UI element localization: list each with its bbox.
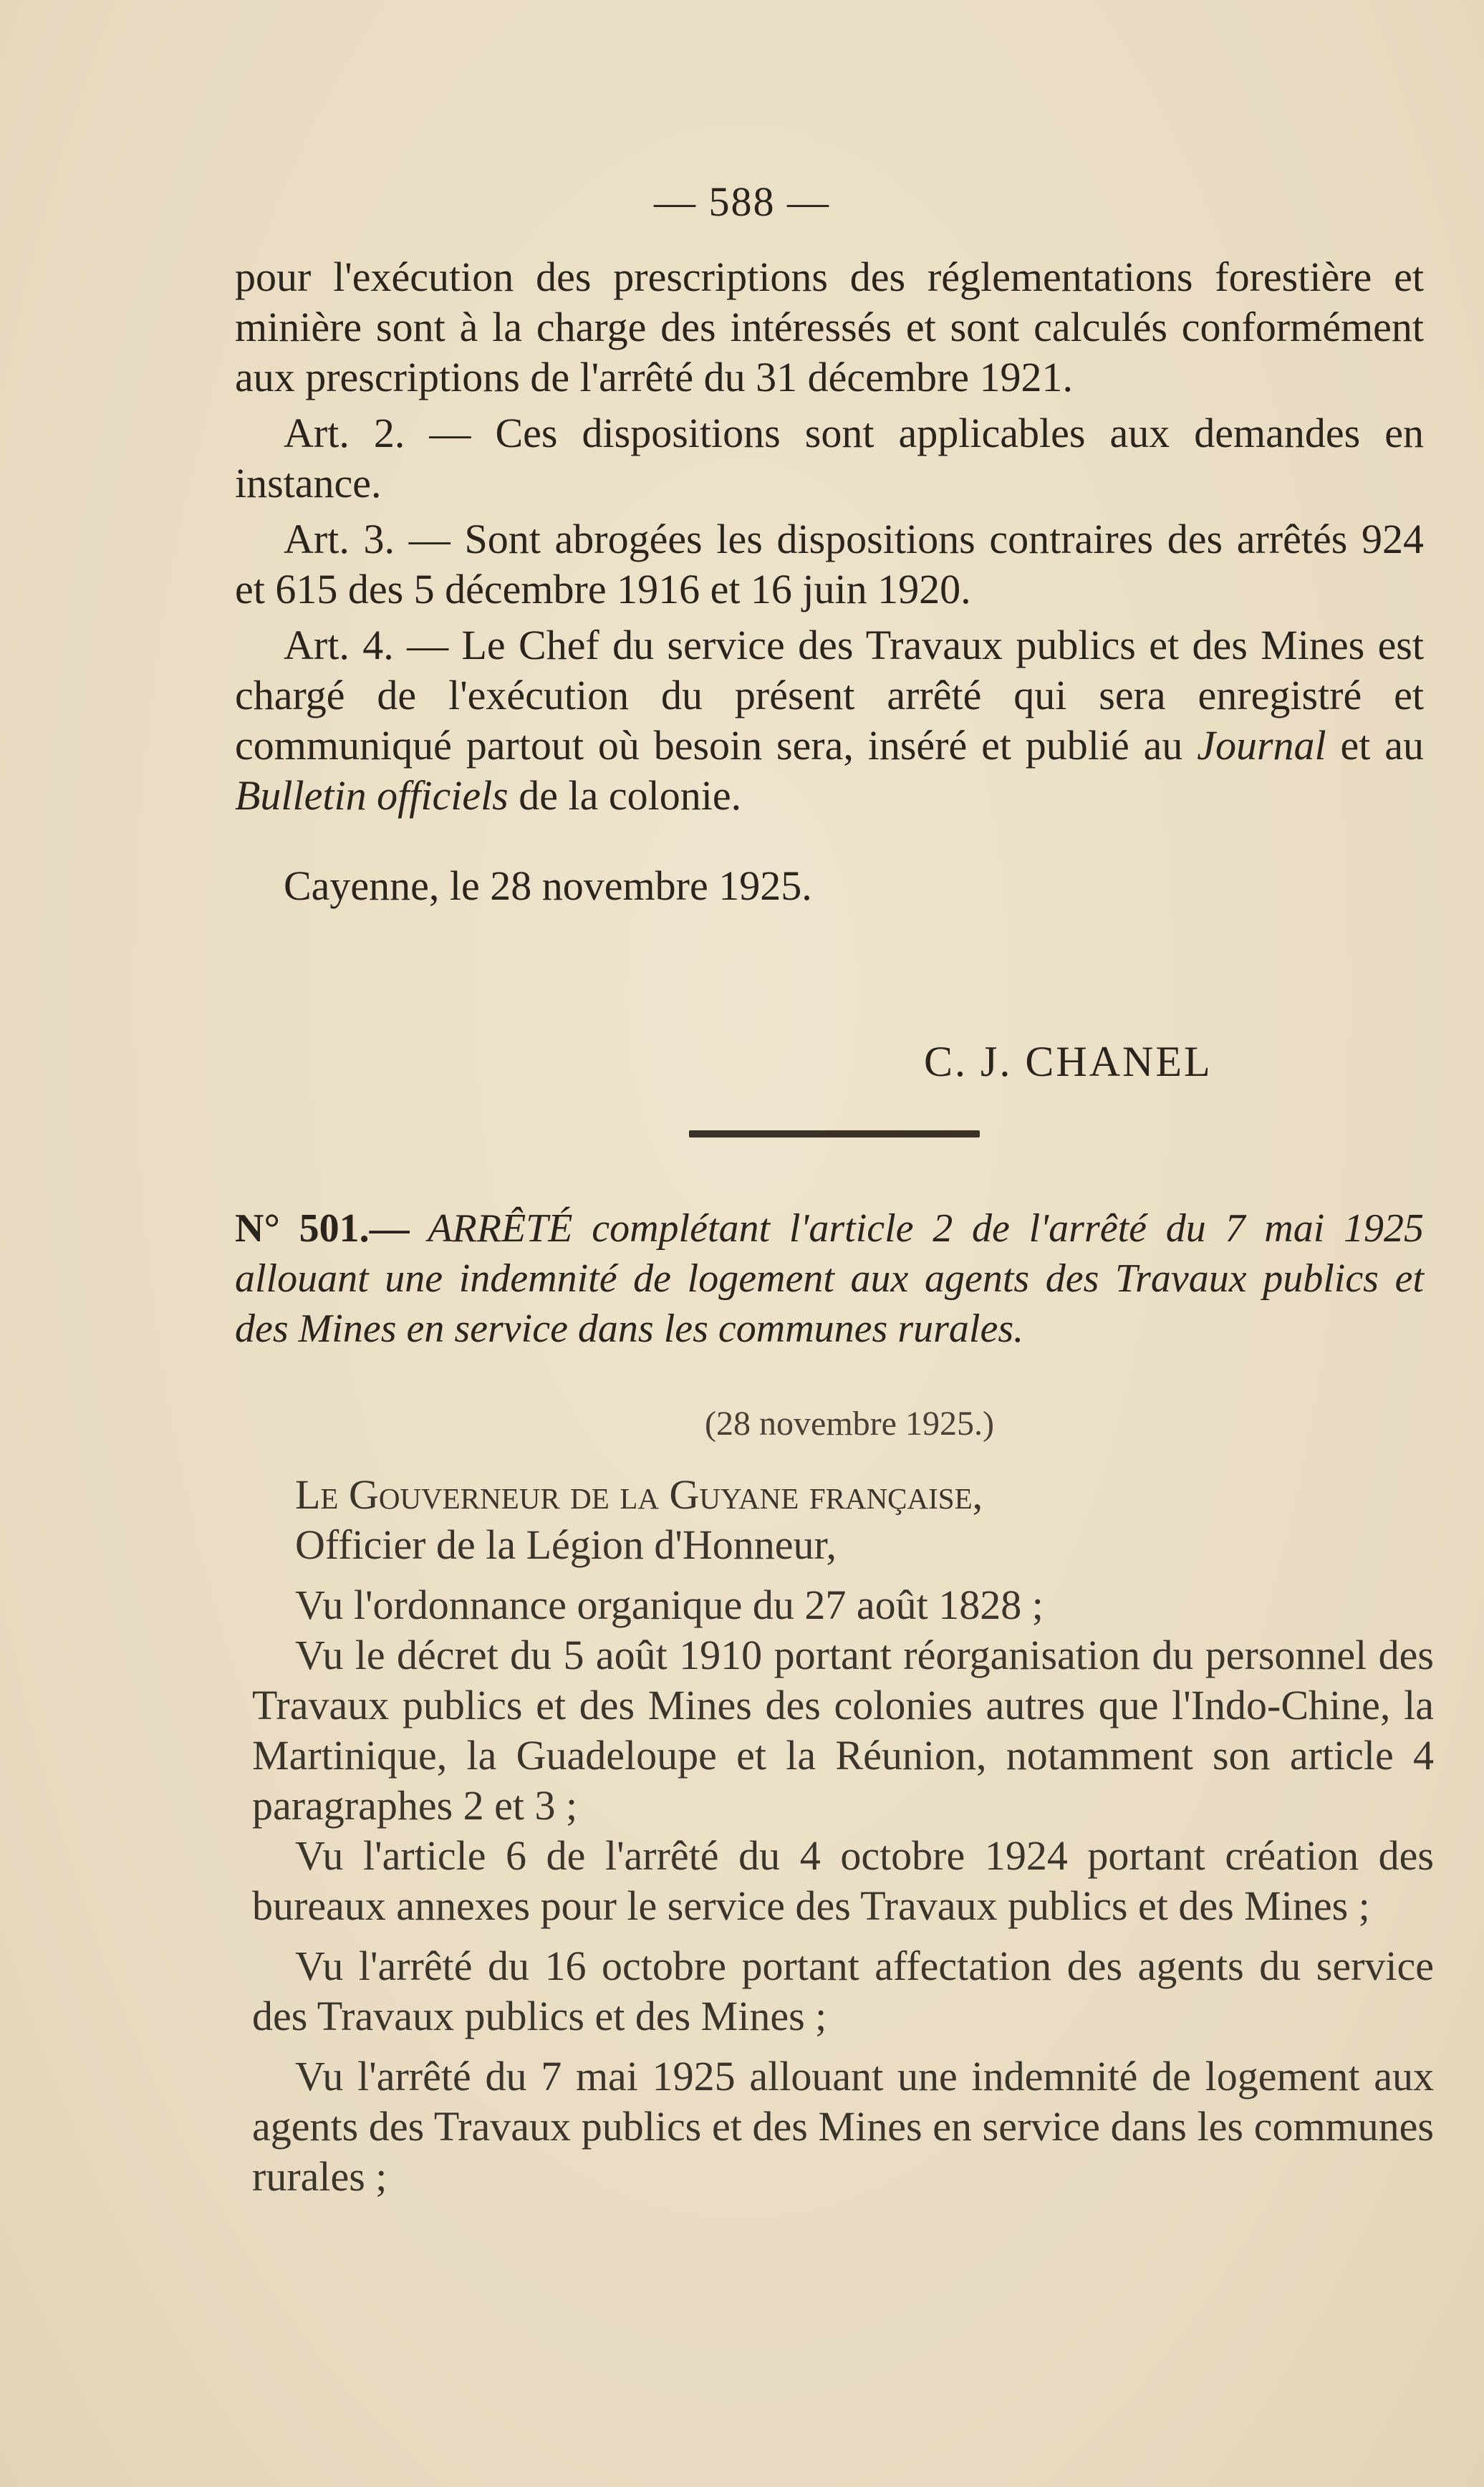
bulletin-title: Bulletin officiels: [235, 772, 509, 819]
preamble: [252, 1470, 1434, 2202]
page-number: — 588 —: [654, 178, 830, 225]
article-text: [235, 252, 1424, 911]
governor-title: Officier de la Légion d'Honneur,: [295, 1521, 837, 1568]
article-4-mid: et au: [1326, 722, 1424, 769]
paragraph-intro: pour l'exécution des prescriptions des réglementations forestière et minière sont à la charge des intéressés et sont calculés conformément aux prescriptions de l'arrêté du 31 décembre 1921.: [235, 254, 1424, 400]
decree-date: (28 novembre 1925.): [705, 1405, 994, 1443]
journal-title: Journal: [1197, 722, 1326, 769]
article-4-start: Art. 4. — Le Chef du service des Travaux publics et des Mines est chargé de l'exécution du présent arrêté qui sera enregistré et communiqué partout où besoin sera, inséré et publié au: [235, 622, 1424, 769]
vu-arrete-octobre: Vu l'arrêté du 16 octobre portant affectation des agents du service des Travaux publics et des Mines ;: [252, 1943, 1434, 2039]
vu-article-6: Vu l'article 6 de l'arrêté du 4 octobre 1924 portant création des bureaux annexes pour le service des Travaux publics et des Mines ;: [252, 1832, 1434, 1929]
governor-line: Le Gouverneur de la Guyane française,: [295, 1471, 983, 1518]
vu-ordonnance: Vu l'ordonnance organique du 27 août 1828 ;: [295, 1582, 1044, 1628]
article-2: Art. 2. — Ces dispositions sont applicables aux demandes en instance.: [235, 410, 1424, 506]
signature: C. J. CHANEL: [924, 1038, 1213, 1085]
place-date: Cayenne, le 28 novembre 1925.: [284, 862, 812, 909]
article-4: [235, 620, 1424, 821]
article-4-end: de la colonie.: [508, 772, 742, 819]
separator-rule: [689, 1130, 980, 1137]
vu-decret: Vu le décret du 5 août 1910 portant réorganisation du personnel des Travaux publics et des Mines des colonies autres que l'Indo-Chine, la Martinique, la Guadeloupe et la Réunion, notamment son article 4 paragraphes 2 et 3 ;: [252, 1632, 1434, 1829]
decree-title: [235, 1203, 1424, 1354]
article-3: Art. 3. — Sont abrogées les dispositions contraires des arrêtés 924 et 615 des 5 décembre 1916 et 16 juin 1920.: [235, 516, 1424, 612]
decree-number: N° 501.—: [235, 1206, 410, 1251]
decree-header: [235, 1203, 1424, 1354]
vu-arrete-mai: Vu l'arrêté du 7 mai 1925 allouant une indemnité de logement aux agents des Travaux publics et des Mines en service dans les communes rurales ;: [252, 2053, 1434, 2200]
decree-title-text: ARRÊTÉ complétant l'article 2 de l'arrêté du 7 mai 1925 allouant une indemnité de logement aux agents des Travaux publics et des Mines en service dans les communes rurales.: [235, 1206, 1424, 1351]
